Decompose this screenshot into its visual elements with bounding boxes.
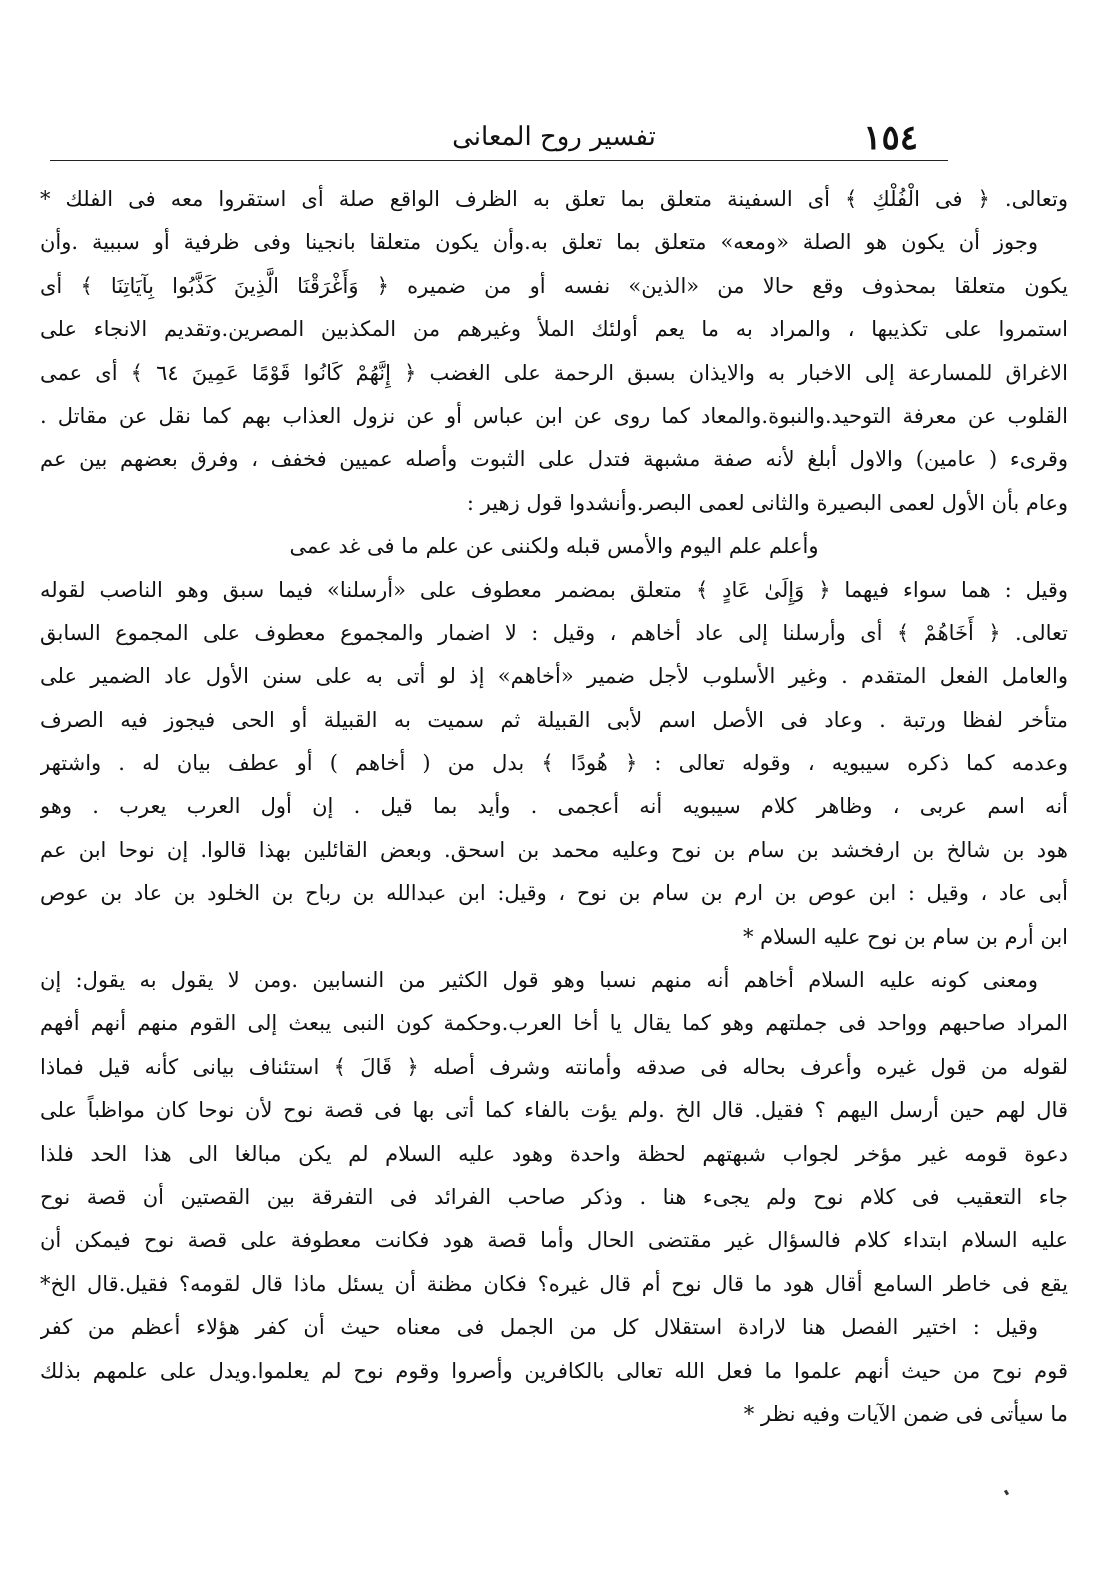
text-line: قوم نوح من حيث أنهم علموا ما فعل الله تعالى بالكافرين وأصروا وقوم نوح لم يعلموا.ويدل على علمهم بذلك (40, 1358, 1068, 1383)
text-line: ومعنى كونه عليه السلام أخاهم أنه منهم نسبا وهو قول الكثير من النسابين .ومن لا يقول به يقول: إن (40, 968, 1038, 993)
text-line: قال لهم حين أرسل اليهم ؟ فقيل. قال الخ .ولم يؤت بالفاء كما أتى بها فى قصة نوح لأن نوحا كان مواظباً على (40, 1098, 1068, 1123)
text-line: عليه السلام ابتداء كلام فالسؤال غير مقتضى الحال وأما قصة هود فكانت معطوفة على قصة نوح فيمكن أن (40, 1228, 1068, 1253)
text-line: يقع فى خاطر السامع أقال هود ما قال نوح أم قال غيره؟ فكان مظنة أن يسئل ماذا قال لقومه؟ فقيل.قال الخ* (40, 1271, 1068, 1296)
text-line: وقيل : هما سواء فيهما ﴿ وَإِلَىٰ عَادٍ ﴾ متعلق بمضمر معطوف على «أرسلنا» فيما سبق وهو الناصب لقوله (40, 577, 1068, 602)
header-rule (50, 160, 948, 161)
text-line: والعامل الفعل المتقدم . وغير الأسلوب لأجل ضمير «أخاهم» إذ لو أتى به على سنن الأول عاد الضمير على (40, 664, 1068, 689)
page-number: ١٥٤ (863, 118, 918, 158)
poetry-verse: وأعلم علم اليوم والأمس قبله ولكننى عن علم ما فى غد عمى (289, 534, 819, 559)
text-line: هود بن شالخ بن ارفخشد بن سام بن نوح وعليه محمد بن اسحق. وبعض القائلين بهذا قالوا. إن نوحا ابن عم (40, 837, 1068, 862)
text-line: ما سيأتى فى ضمن الآيات وفيه نظر * (743, 1401, 1068, 1426)
running-title: تفسير روح المعانى (452, 122, 656, 152)
text-line: استمروا على تكذيبها ، والمراد به ما يعم أولئك الملأ وغيرهم من المكذبين المصرين.وتقديم الانجاء على (40, 317, 1068, 342)
text-line: القلوب عن معرفة التوحيد.والنبوة.والمعاد كما روى عن ابن عباس أو عن نزول العذاب بهم كما نقل عن مقاتل . (40, 403, 1068, 428)
text-line: أنه اسم عربى ، وظاهر كلام سيبويه أنه أعجمى . وأيد بما قيل . إن أول العرب يعرب . وهو (40, 794, 1068, 819)
text-line: وتعالى. ﴿ فى الْفُلْكِ ﴾ أى السفينة متعلق بما تعلق به الظرف الواقع صلة أى استقروا معه فى الفلك * (40, 187, 1068, 211)
text-line: الاغراق للمسارعة إلى الاخبار به والايذان بسبق الرحمة على الغضب ﴿ إِنَّهُمْ كَانُوا قَوْمًا عَمِينَ ٦٤ ﴾ أى عمى (40, 360, 1068, 385)
text-line: وعام بأن الأول لعمى البصيرة والثانى لعمى البصر.وأنشدوا قول زهير : (466, 490, 1068, 515)
text-line: وجوز أن يكون هو الصلة «ومعه» متعلق بما تعلق به.وأن يكون متعلقا بانجينا وفى ظرفية أو سببية .وأن (40, 230, 1038, 255)
text-line: أبى عاد ، وقيل : ابن عوص بن ارم بن سام بن نوح ، وقيل: ابن عبدالله بن رباح بن الخلود بن عاد بن عوص (40, 881, 1068, 906)
text-line: ابن أرم بن سام بن نوح عليه السلام * (742, 924, 1068, 949)
text-line: جاء التعقيب فى كلام نوح ولم يجىء هنا . وذكر صاحب الفرائد فى التفرقة بين القصتين أن قصة نوح (40, 1184, 1068, 1209)
text-line: دعوة قومه غير مؤخر لجواب شبهتهم لحظة واحدة وهود عليه السلام لم يكن مبالغا الى هذا الحد فلذا (40, 1141, 1068, 1166)
text-line: المراد صاحبهم وواحد فى جملتهم وهو كما يقال يا أخا العرب.وحكمة كون النبى يبعث إلى القوم منهم أنهم أفهم (40, 1011, 1068, 1036)
commentary-body (40, 178, 1068, 1436)
text-line: يكون متعلقا بمحذوف وقع حالا من «الذين» نفسه أو من ضميره ﴿ وَأَغْرَقْنَا الَّذِينَ كَذَّبُوا بِآيَاتِنَا ﴾ أى (40, 273, 1068, 298)
ink-speck (1004, 1490, 1009, 1496)
text-line: وعدمه كما ذكره سيبويه ، وقوله تعالى : ﴿ هُودًا ﴾ بدل من ( أخاهم ) أو عطف بيان له . واشتهر (40, 751, 1068, 776)
text-line: تعالى. ﴿ أَخَاهُمْ ﴾ أى وأرسلنا إلى عاد أخاهم ، وقيل : لا اضمار والمجموع معطوف على المجموع السابق (40, 620, 1068, 645)
text-line: وقيل : اختير الفصل هنا لارادة استقلال كل من الجمل فى معناه حيث أن كفر هؤلاء أعظم من كفر (40, 1315, 1038, 1340)
page-header (60, 112, 1048, 162)
text-line: لقوله من قول غيره وأعرف بحاله فى صدقه وأمانته وشرف أصله ﴿ قَالَ ﴾ استئناف بيانى كأنه قيل فماذا (40, 1054, 1068, 1079)
text-line: متأخر لفظا ورتبة . وعاد فى الأصل اسم لأبى القبيلة ثم سميت به القبيلة أو الحى فيجوز فيه الصرف (40, 707, 1068, 732)
text-line: وقرىء ( عامين) والاول أبلغ لأنه صفة مشبهة فتدل على الثبوت وأصله عميين فخفف ، وفرق بعضهم بين عم (40, 447, 1068, 472)
